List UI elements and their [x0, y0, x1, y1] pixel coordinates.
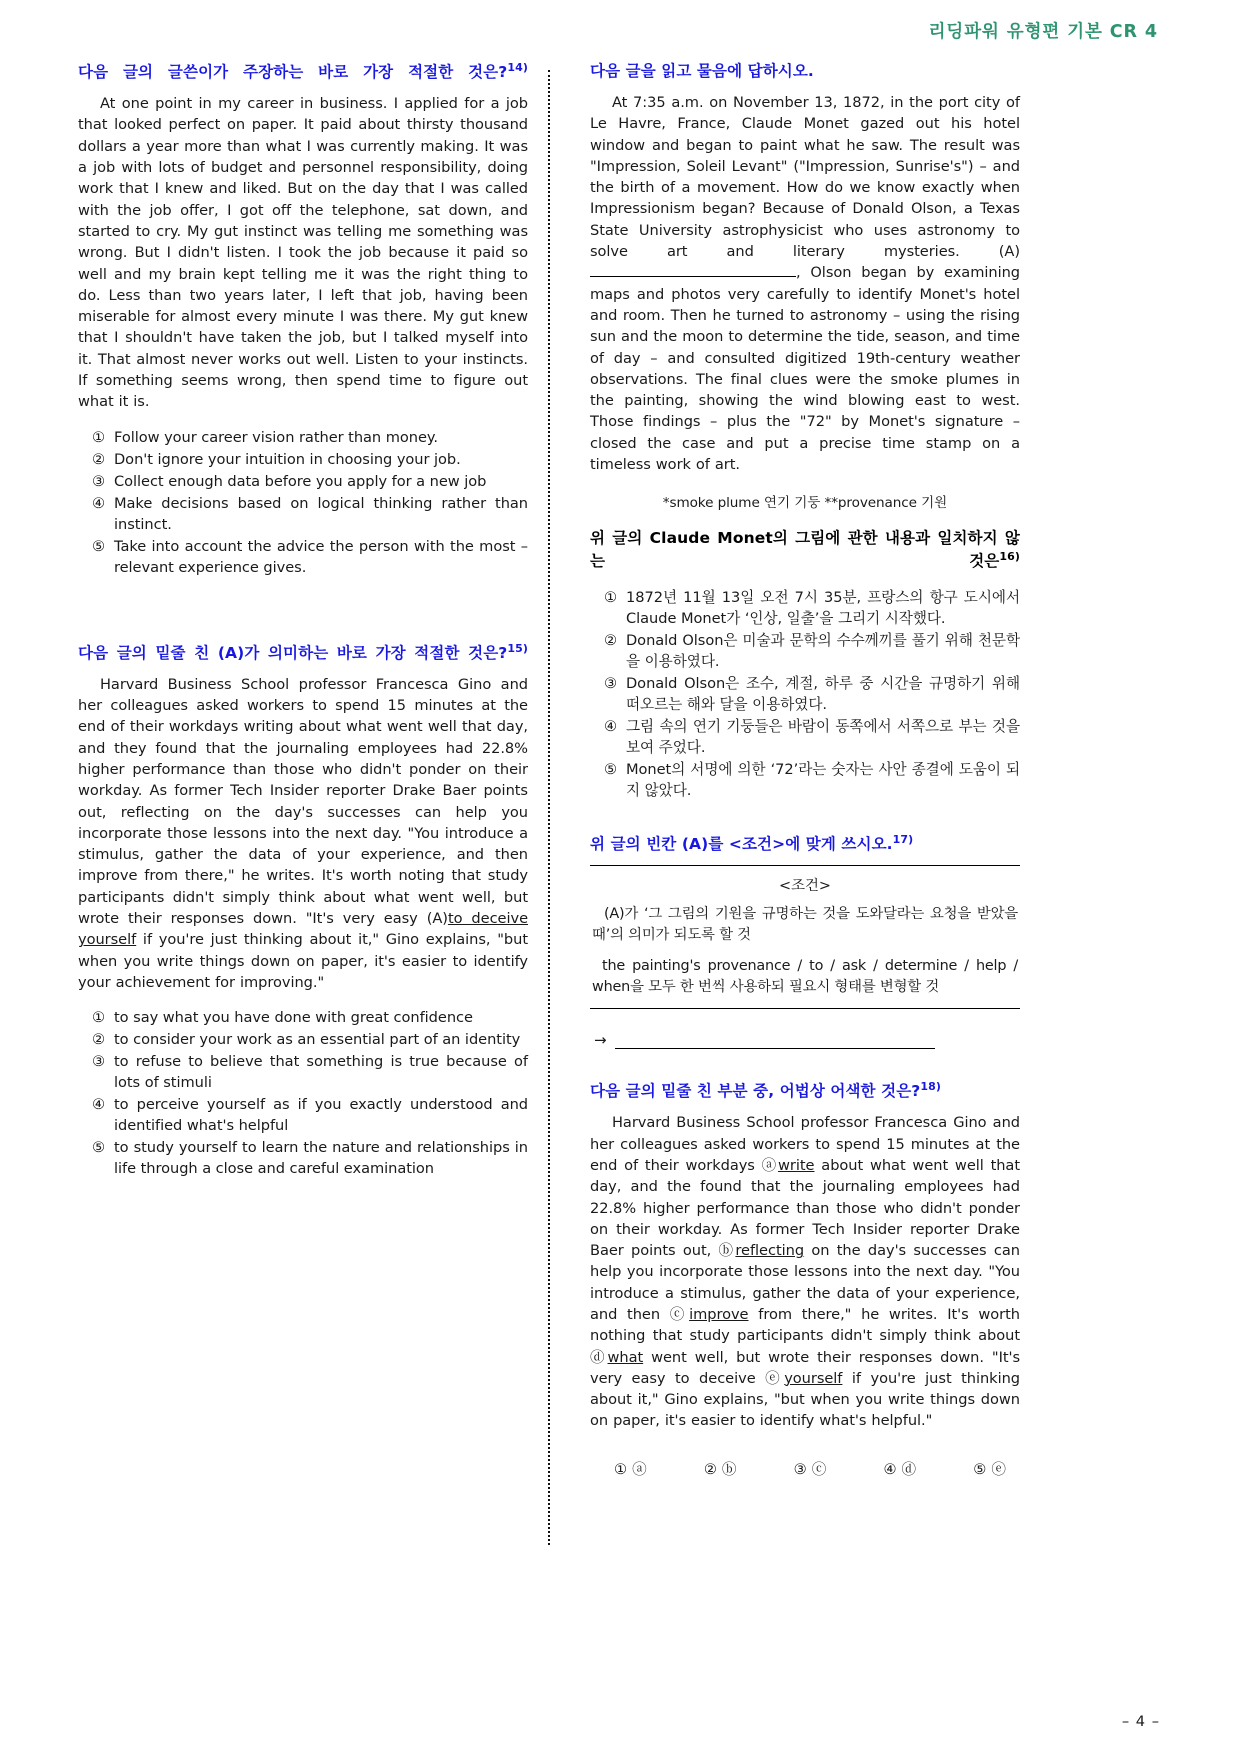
choice-item[interactable] [78, 471, 528, 492]
section-spacer [78, 579, 528, 641]
page-number: – 4 – [1121, 1713, 1160, 1730]
choice-number: ⑤ [92, 537, 106, 555]
q18-heading-text: 다음 글의 밑줄 친 부분 중, 어법상 어색한 것은? [590, 1082, 921, 1101]
choice-mark: ⓐ [632, 1460, 647, 1478]
choice-item[interactable] [704, 1458, 737, 1479]
option-marker: ⓔ [765, 1369, 785, 1387]
section-spacer [590, 511, 1020, 527]
q17-heading-text: 위 글의 빈칸 (A)를 <조건>에 맞게 쓰시오. [590, 834, 893, 853]
choice-text: 그림 속의 연기 기둥들은 바람이 동쪽에서 서쪽으로 부는 것을 보여 주었다. [626, 717, 1020, 756]
question-18-heading [590, 1079, 1020, 1102]
choice-number: ③ [793, 1460, 807, 1478]
option-text: improve [689, 1305, 749, 1323]
option-marker: ⓐ [761, 1156, 779, 1174]
choice-number: ④ [92, 1096, 106, 1114]
choice-number: ① [92, 1009, 106, 1027]
choice-text: to study yourself to learn the nature and relationships in life through a close and careful examination [114, 1139, 528, 1178]
choice-text: to perceive yourself as if you exactly understood and identified what's helpful [114, 1096, 528, 1135]
choice-text: Follow your career vision rather than money. [114, 428, 438, 446]
q15-passage-part1: Harvard Business School professor Francesca Gino and her colleagues asked workers to spend 15 minutes at the end of their workdays writing about what went well that day, and they found that the journaling employees had 22.8% higher performance than those who didn't ponder on their workday. As former Tech Insider reporter Drake Baer points out, reflecting on the day's successes can help you incorporate those lessons into the next day. "You introduce a stimulus, gather the data of your experience, and then improve from there," he writes. It's worth noting that study participants didn't simply think about what went well, but wrote their responses down. "It's very easy (A) [78, 675, 528, 928]
passage-text: went well, but wrote their responses down. "It's very easy to deceive [590, 1348, 1021, 1387]
choice-number: ① [92, 428, 106, 446]
q14-heading-number: 14) [507, 61, 528, 74]
condition-box [590, 865, 1020, 1010]
choice-item[interactable] [78, 1137, 528, 1179]
choice-item[interactable] [78, 493, 528, 535]
choice-item[interactable] [883, 1458, 916, 1479]
choice-number: ⑤ [604, 760, 618, 778]
question-15-heading [78, 641, 528, 664]
q15-heading-number: 15) [507, 641, 528, 655]
q14-passage-text: At one point in my career in business. I applied for a job that looked perfect on paper. It paid about thirsty thousand dollars a year more than what I was currently making. It was a job with lots of budget and personnel responsibility, doing work that I knew and liked. But on the day that I was called with the job offer, I got off the telephone, sat down, and started to cry. My gut instinct was telling me something was wrong. But I didn't listen. I took the job because it paid so well and my brain kept telling me it was the right thing to do. Less than two years later, I left that job, having been miserable for almost every minute I was there. My gut knew that I shouldn't have taken the job, but I talked myself into it. That almost never works out well. Listen to your instincts. If something seems wrong, then spend time to figure out what it is. [78, 95, 528, 411]
underlined-answer-option[interactable] [590, 1349, 643, 1366]
right-column [558, 60, 1020, 1479]
choice-number: ① [604, 588, 618, 606]
choice-text: to refuse to believe that something is true because of lots of stimuli [114, 1053, 528, 1092]
section-spacer [590, 1049, 1020, 1079]
choice-text: Make decisions based on logical thinking rather than instinct. [114, 494, 528, 533]
option-text: write [778, 1156, 815, 1174]
question-16-choices [590, 587, 1020, 801]
choice-item[interactable] [590, 630, 1020, 672]
choice-number: ④ [92, 494, 106, 512]
choice-item[interactable] [590, 587, 1020, 629]
choice-item[interactable] [614, 1458, 647, 1479]
choice-number: ⑤ [92, 1139, 106, 1157]
choice-text: Collect enough data before you apply for a new job [114, 472, 487, 490]
choice-item[interactable] [973, 1458, 1006, 1479]
condition-body [592, 904, 1018, 946]
monet-passage-part2: , Olson began by examining maps and photos very carefully to identify Monet's hotel and room. Then he turned to astronomy – using the rising sun and the moon to determine the tide, season, and time of day – and consulted digitized 19th-century weather observations. The final clues were the smoke plumes in the painting, showing the wind blowing east to west. Those findings – plus the "72" by Monet's signature – closed the case and put a precise time stamp on a timeless work of art. [590, 264, 1020, 474]
choice-item[interactable] [590, 759, 1020, 801]
choice-number: ⑤ [973, 1460, 987, 1478]
choice-mark: ⓔ [991, 1460, 1006, 1478]
option-marker: ⓑ [718, 1242, 736, 1260]
choice-item[interactable] [78, 536, 528, 578]
q16-heading-text: 위 글의 Claude Monet의 그림에 관한 내용과 일치하지 않는 것은 [590, 529, 1020, 571]
column-divider [548, 70, 550, 1545]
choice-item[interactable] [78, 1029, 528, 1050]
monet-passage [590, 92, 1020, 475]
choice-number: ③ [92, 1053, 106, 1071]
choice-text: to say what you have done with great confidence [114, 1009, 473, 1027]
choice-text: Monet의 서명에 의한 ‘72’라는 숫자는 사안 종결에 도움이 되지 않았다. [626, 760, 1020, 799]
choice-text: Don't ignore your intuition in choosing your job. [114, 450, 461, 468]
question-15-passage [78, 674, 528, 993]
section-spacer [590, 802, 1020, 832]
choice-number: ④ [604, 717, 618, 735]
q15-heading-text: 다음 글의 밑줄 친 (A)가 의미하는 바로 가장 적절한 것은? [78, 643, 508, 662]
choice-item[interactable] [78, 1007, 528, 1028]
choice-item[interactable] [590, 716, 1020, 758]
question-17-heading [590, 832, 1020, 855]
page-header: 리딩파워 유형편 기본 CR 4 [928, 22, 1158, 42]
choice-text: Donald Olson은 조수, 계절, 하루 중 시간을 규명하기 위해 떠오르는 해와 달을 이용하였다. [626, 674, 1020, 713]
choice-number: ② [703, 1460, 717, 1478]
option-marker: ⓓ [590, 1348, 608, 1366]
choice-item[interactable] [78, 1051, 528, 1093]
choice-item[interactable] [78, 449, 528, 470]
question-18-passage [590, 1112, 1020, 1431]
reading-instruction-heading: 다음 글을 읽고 물음에 답하시오. [590, 62, 814, 80]
fill-in-blank-A[interactable] [590, 264, 796, 278]
question-14-passage [78, 93, 528, 412]
choice-mark: ⓒ [811, 1460, 827, 1478]
question-15-choices [78, 1007, 528, 1179]
choice-item[interactable] [78, 1094, 528, 1136]
underlined-answer-option[interactable] [765, 1370, 842, 1387]
choice-number: ① [614, 1460, 628, 1478]
passage-text: on the day's successes can help you incorporate those lessons into the next day. "You introduce a stimulus, gather the data of your experience, and then [590, 1242, 1020, 1323]
choice-number: ② [92, 1031, 106, 1049]
choice-number: ③ [604, 674, 618, 692]
q17-heading-number: 17) [892, 832, 914, 846]
condition-word-list [592, 956, 1018, 998]
choice-item[interactable] [78, 427, 528, 448]
q15-passage-part2: if you're just thinking about it," Gino explains, "but when you write things down on paper, it's easier to identify your achievement for improving." [78, 931, 528, 991]
choice-text: Donald Olson은 미술과 문학의 수수께끼를 풀기 위해 천문학을 이용하였다. [626, 631, 1020, 670]
question-14-choices [78, 427, 528, 578]
question-18-choice-row [590, 1458, 1020, 1479]
choice-item[interactable] [794, 1458, 827, 1479]
passage-text: Harvard Business School professor Francesca Gino and her colleagues asked workers to spend 15 minutes at the end of their workdays [590, 1114, 1020, 1174]
condition-title: <조건> [779, 877, 831, 894]
answer-write-line[interactable] [590, 1031, 1020, 1049]
option-marker: ⓒ [669, 1305, 690, 1323]
choice-text: 1872년 11월 13일 오전 7시 35분, 프랑스의 항구 도시에서 Claude Monet가 ‘인상, 일출’을 그리기 시작했다. [626, 588, 1020, 627]
passage-text: if you're just thinking about it," Gino explains, "but when you write things down on paper, it's easier to identify what's helpful." [590, 1369, 1021, 1430]
left-column [78, 60, 540, 1180]
underlined-answer-option[interactable] [670, 1306, 749, 1323]
q16-heading-number: 16) [999, 550, 1020, 564]
monet-passage-part1: At 7:35 a.m. on November 13, 1872, in the port city of Le Havre, France, Claude Monet gazed out his hotel window and began to paint what he saw. The result was "Impression, Soleil Levant" ("Impression, Sunrise's") – and the birth of a movement. How do we know exactly when Impressionism began? Because of Donald Olson, a Texas State University astrophysicist who uses astronomy to solve art and literary mysteries. (A) [590, 94, 1020, 261]
q14-heading-text: 다음 글의 글쓴이가 주장하는 바로 가장 적절한 것은? [78, 63, 508, 82]
passage-text: from there," he writes. It's worth nothing that study participants didn't simply think about [590, 1305, 1021, 1345]
q15-underlined-phrase: to deceive yourself [78, 910, 529, 949]
q18-heading-number: 18) [920, 1080, 942, 1094]
condition-word-list-text: the painting's provenance / to / ask / determine / help / when을 모두 한 번씩 사용하되 필요시 형태를 변형할 것 [592, 958, 1018, 996]
two-column-body [78, 60, 1162, 1700]
option-text: what [607, 1348, 644, 1366]
option-text: yourself [784, 1369, 843, 1387]
question-16-heading [590, 527, 1020, 572]
underlined-answer-option[interactable] [719, 1242, 805, 1259]
choice-number: ③ [92, 472, 106, 490]
answer-blank-rule[interactable] [615, 1037, 935, 1049]
choice-mark: ⓓ [901, 1460, 917, 1478]
passage-footnote: *smoke plume 연기 기둥 **provenance 기원 [662, 495, 948, 512]
question-14-heading [78, 60, 528, 83]
choice-text: Take into account the advice the person with the most – relevant experience gives. [114, 537, 528, 576]
choice-text: to consider your work as an essential part of an identity [114, 1031, 521, 1049]
underlined-answer-option[interactable] [762, 1157, 815, 1174]
condition-body-text: (A)가 ‘그 그림의 기원을 규명하는 것을 도와달라는 요청을 받았을 때’의 의미가 되도록 할 것 [592, 905, 1018, 943]
choice-number: ④ [883, 1460, 897, 1478]
choice-item[interactable] [590, 673, 1020, 715]
answer-arrow: → [594, 1031, 607, 1050]
option-text: reflecting [735, 1242, 805, 1260]
passage-text: about what went well that day, and the found that the journaling employees had 22.8% higher performance than those who didn't ponder on their workday. As former Tech Insider reporter Drake Baer points out, [590, 1156, 1020, 1260]
choice-mark: ⓑ [721, 1460, 737, 1478]
choice-number: ② [92, 450, 106, 468]
choice-number: ② [604, 631, 618, 649]
